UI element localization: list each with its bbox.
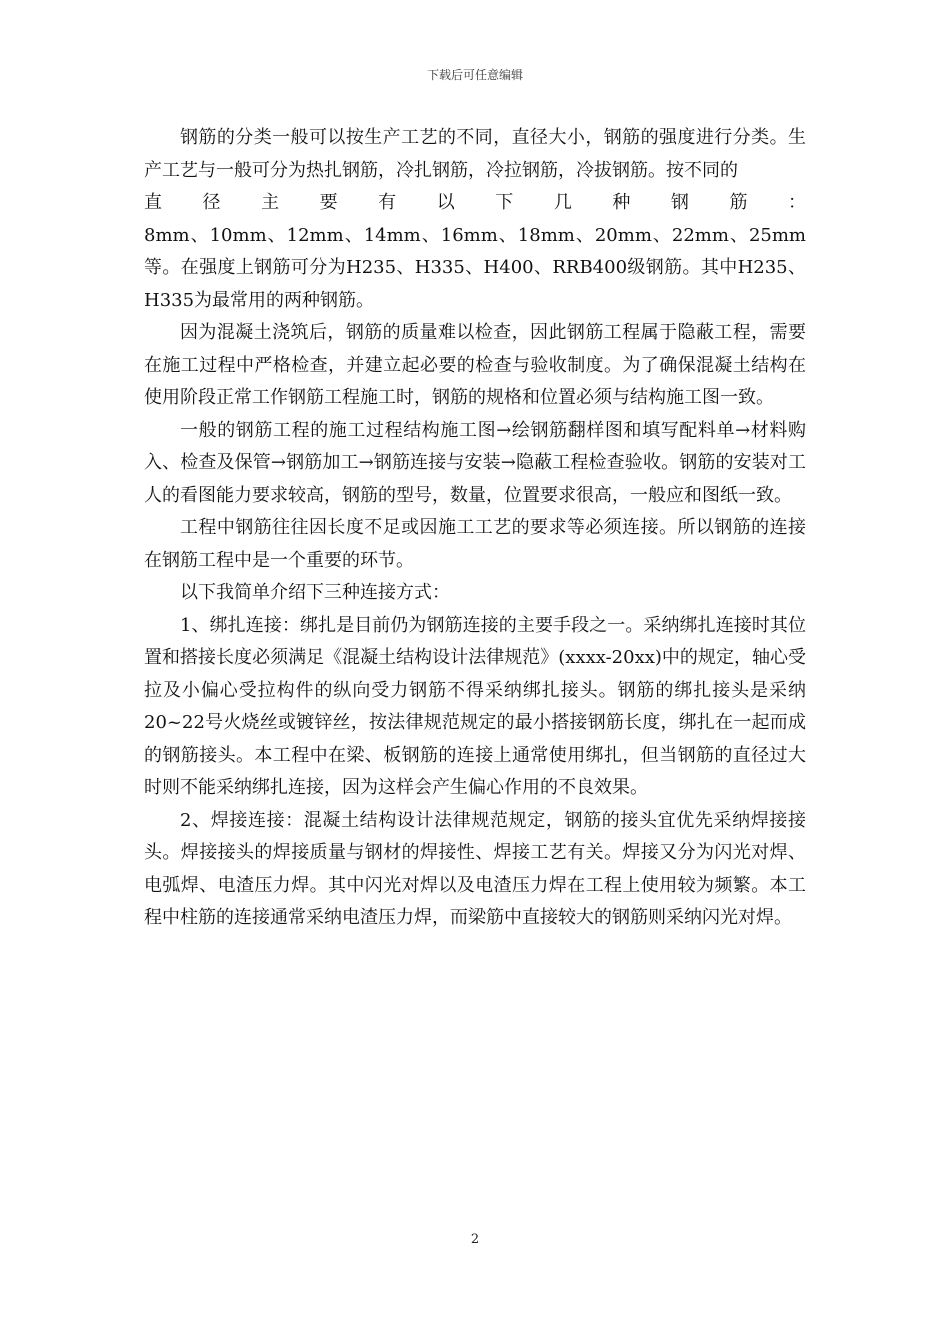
paragraph-classification-continued: 8mm、10mm、12mm、14mm、16mm、18mm、20mm、22mm、25mm等。在强度上钢筋可分为H235、H335、H400、RRB400级钢筋。其中H235、H335为最常用的两种钢筋。 (144, 224, 806, 311)
paragraph-connection-importance: 工程中钢筋往往因长度不足或因施工工艺的要求等必须连接。所以钢筋的连接在钢筋工程中是一个重要的环节。 (144, 517, 806, 571)
document-body (144, 122, 806, 935)
paragraph-construction-process: 一般的钢筋工程的施工过程结构施工图→绘钢筋翻样图和填写配料单→材料购入、检查及保管→钢筋加工→钢筋连接与安装→隐蔽工程检查验收。钢筋的安装对工人的看图能力要求较高，钢筋的型号，数量，位置要求很高，一般应和图纸一致。 (144, 419, 806, 506)
page-number: 2 (470, 1232, 480, 1247)
paragraph-classification: 钢筋的分类一般可以按生产工艺的不同，直径大小，钢筋的强度进行分类。生产工艺与一般可分为热扎钢筋，冷扎钢筋，冷拉钢筋，冷拔钢筋。按不同的 (144, 127, 806, 181)
paragraph-lap-splice: 1、绑扎连接：绑扎是目前仍为钢筋连接的主要手段之一。采纳绑扎连接时其位置和搭接长度必须满足《混凝土结构设计法律规范》(xxxx-20xx)中的规定，轴心受拉及小偏心受拉构件的纵向受力钢筋不得采纳绑扎接头。钢筋的绑扎接头是采纳20~22号火烧丝或镀锌丝，按法律规范规定的最小搭接钢筋长度，绑扎在一起而成的钢筋接头。本工程中在梁、板钢筋的连接上通常使用绑扎，但当钢筋的直径过大时则不能采纳绑扎连接，因为这样会产生偏心作用的不良效果。 (144, 614, 806, 798)
paragraph-welded-connection: 2、焊接连接：混凝土结构设计法律规范规定，钢筋的接头宜优先采纳焊接接头。焊接接头的焊接质量与钢材的焊接性、焊接工艺有关。焊接又分为闪光对焊、电弧焊、电渣压力焊。其中闪光对焊以及电渣压力焊在工程上使用较为频繁。本工程中柱筋的连接通常采纳电渣压力焊，而梁筋中直接较大的钢筋则采纳闪光对焊。 (144, 809, 806, 928)
paragraph-three-methods-intro: 以下我简单介绍下三种连接方式： (180, 582, 450, 603)
paragraph-hidden-works: 因为混凝土浇筑后，钢筋的质量难以检查，因此钢筋工程属于隐蔽工程，需要在施工过程中严格检查，并建立起必要的检查与验收制度。为了确保混凝土结构在使用阶段正常工作钢筋工程施工时，钢筋的规格和位置必须与结构施工图一致。 (144, 322, 806, 408)
paragraph-classification-spread-line: 直径主要有以下几种钢筋： (144, 192, 806, 213)
page-header: 下载后可任意编辑 (426, 68, 523, 82)
